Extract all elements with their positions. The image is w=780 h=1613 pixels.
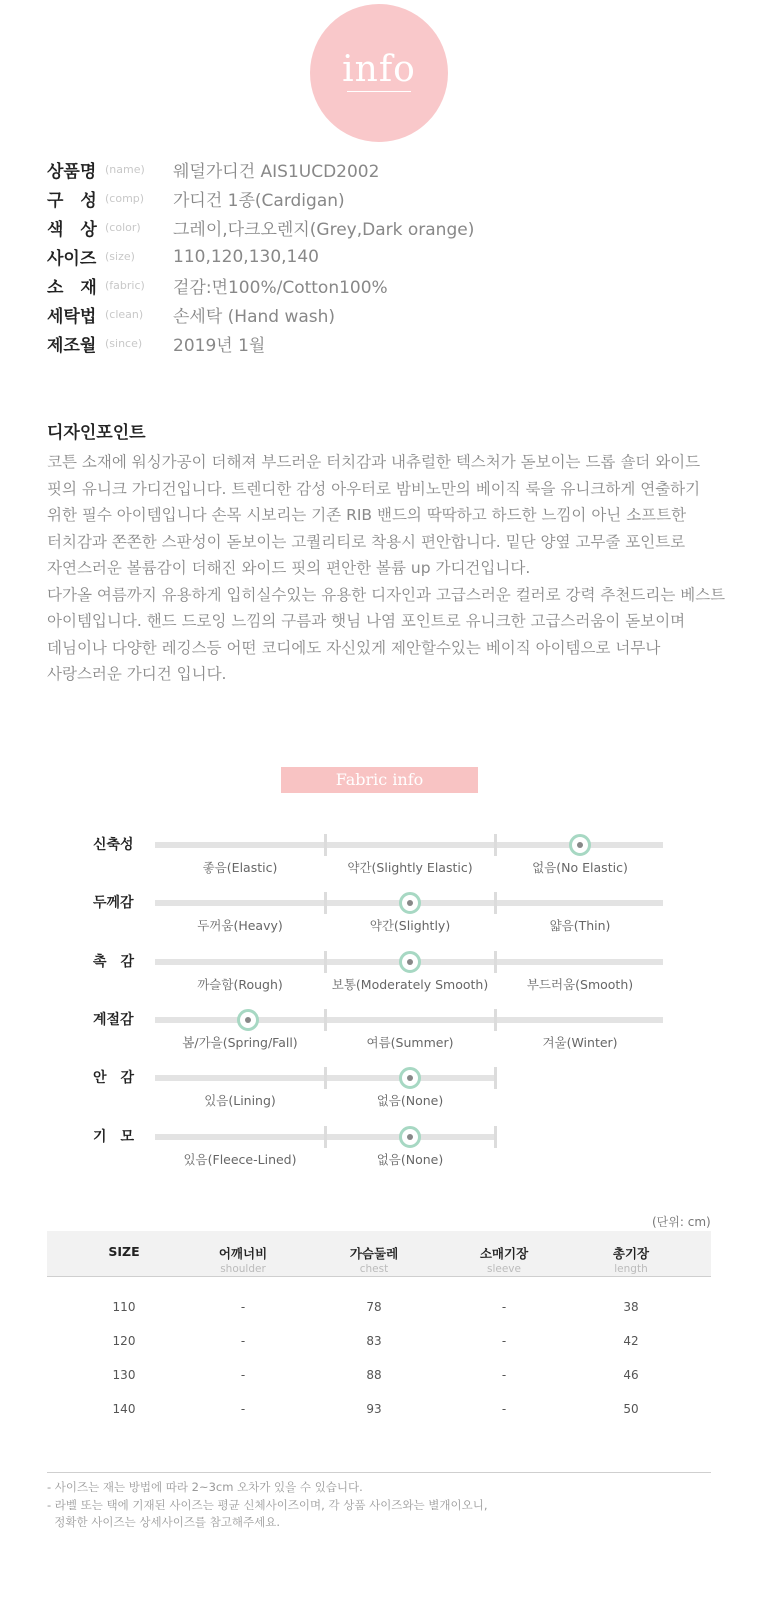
info-label: 색 상 bbox=[47, 220, 97, 240]
fabric-row-label: 안 감 bbox=[93, 1070, 135, 1087]
design-point-body bbox=[47, 449, 747, 688]
design-point-line: 터치감과 쫀쫀한 스판성이 돋보이는 고퀄리티로 착용시 편안합니다. 밑단 양옆 고무줄 포인트로 bbox=[47, 532, 686, 551]
scale-option-label: 부드러움(Smooth) bbox=[526, 976, 634, 992]
design-point-title: 디자인포인트 bbox=[47, 423, 146, 443]
table-cell: 78 bbox=[366, 1300, 382, 1314]
design-point-line: 아이템입니다. 핸드 드로잉 느낌의 구름과 햇님 나염 포인트로 유니크한 고급스러움이 돋보이며 bbox=[47, 612, 686, 630]
header-chest bbox=[314, 1231, 434, 1275]
fabric-row bbox=[0, 834, 780, 884]
scale-divider bbox=[324, 834, 327, 856]
scale-option-label: 얇음(Thin) bbox=[549, 918, 611, 934]
header-label: 총기장 bbox=[612, 1246, 650, 1261]
scale-divider bbox=[324, 1067, 327, 1089]
fabric-row bbox=[0, 1009, 780, 1059]
scale-divider bbox=[324, 951, 327, 973]
scale-divider bbox=[494, 951, 497, 973]
info-value: 그레이,다크오렌지(Grey,Dark orange) bbox=[173, 220, 475, 240]
info-value: 110,120,130,140 bbox=[173, 246, 320, 267]
scale-option-label: 까슬함(Rough) bbox=[197, 976, 283, 992]
note-line: - 라벨 또는 택에 기재된 사이즈는 평균 신체사이즈이며, 각 상품 사이즈와는 별개이오니, bbox=[47, 1497, 488, 1512]
table-cell: - bbox=[501, 1368, 507, 1382]
scale-divider bbox=[494, 1009, 497, 1031]
table-row bbox=[47, 1358, 711, 1392]
scale-divider bbox=[324, 1126, 327, 1148]
info-sub-label: (name) bbox=[105, 163, 145, 176]
fabric-row bbox=[0, 1126, 780, 1176]
table-cell: - bbox=[240, 1300, 246, 1314]
info-row-size bbox=[47, 242, 474, 271]
fabric-row-label: 신축성 bbox=[93, 837, 134, 853]
scale-option-label: 좋음(Elastic) bbox=[202, 860, 278, 875]
table-row bbox=[47, 1324, 711, 1358]
info-label: 소 재 bbox=[47, 278, 97, 298]
info-label: 구 성 bbox=[47, 191, 97, 211]
info-label: 세탁법 bbox=[47, 307, 97, 327]
selected-marker-icon bbox=[237, 1009, 259, 1031]
info-badge bbox=[310, 4, 448, 142]
scale-divider bbox=[494, 892, 497, 914]
info-value: 겉감:면100%/Cotton100% bbox=[173, 278, 388, 298]
design-point-line: 사랑스러운 가디건 입니다. bbox=[47, 665, 227, 683]
header-sub-label: chest bbox=[359, 1263, 389, 1275]
header-label: SIZE bbox=[108, 1244, 140, 1259]
scale-divider bbox=[494, 834, 497, 856]
table-cell: - bbox=[501, 1300, 507, 1314]
info-sub-label: (fabric) bbox=[105, 279, 145, 292]
table-cell: 88 bbox=[366, 1368, 382, 1382]
scale-option-label: 약간(Slightly) bbox=[369, 918, 451, 934]
notes-divider bbox=[47, 1472, 711, 1473]
info-label: 사이즈 bbox=[47, 249, 97, 269]
scale-track bbox=[155, 1017, 663, 1023]
selected-marker-icon bbox=[399, 1067, 421, 1089]
fabric-row-label: 촉 감 bbox=[93, 953, 135, 970]
scale-option-label: 있음(Fleece-Lined) bbox=[183, 1151, 297, 1167]
selected-marker-icon bbox=[569, 834, 591, 856]
scale-divider bbox=[324, 892, 327, 914]
table-row bbox=[47, 1392, 711, 1426]
header-sub-label: sleeve bbox=[487, 1263, 521, 1275]
info-sub-label: (since) bbox=[105, 337, 143, 350]
product-info bbox=[47, 155, 474, 358]
scale-option-label: 봄/가을(Spring/Fall) bbox=[182, 1034, 298, 1050]
fabric-row-label: 기 모 bbox=[93, 1128, 135, 1145]
selected-marker-icon bbox=[399, 892, 421, 914]
scale-option-label: 있음(Lining) bbox=[204, 1093, 276, 1109]
table-cell: - bbox=[240, 1334, 246, 1348]
design-point-line: 다가올 여름까지 유용하게 입히실수있는 유용한 디자인과 고급스러운 컬러로 강력 추천드리는 베스트 bbox=[47, 585, 726, 604]
info-row-fabric bbox=[47, 271, 474, 300]
design-point-line: 코튼 소재에 워싱가공이 더해져 부드러운 터치감과 내츄럴한 텍스처가 돋보이는 드롭 숄더 와이드 bbox=[47, 453, 701, 471]
scale-option-label: 없음(None) bbox=[376, 1093, 444, 1109]
info-row-since bbox=[47, 329, 474, 358]
info-value: 손세탁 (Hand wash) bbox=[173, 307, 336, 327]
table-cell: - bbox=[501, 1402, 507, 1416]
design-point-line: 위한 필수 아이템입니다 손목 시보리는 기존 RIB 밴드의 딱딱하고 하드한 느낌이 아닌 소프트한 bbox=[47, 506, 687, 524]
design-point-line: 데님이나 다양한 레깅스등 어떤 코디에도 자신있게 제안할수있는 베이직 아이템으로 너무나 bbox=[47, 638, 661, 657]
design-point-line: 핏의 유니크 가디건입니다. 트렌디한 감성 아우터로 밤비노만의 베이직 룩을 유니크하게 연출하기 bbox=[47, 479, 701, 498]
scale-divider bbox=[494, 1126, 497, 1148]
header-label: 가슴둘레 bbox=[349, 1246, 399, 1261]
table-cell: - bbox=[240, 1402, 246, 1416]
unit-label: (단위: cm) bbox=[652, 1215, 711, 1229]
scale-option-label: 약간(Slightly Elastic) bbox=[347, 860, 473, 875]
header-sub-label: length bbox=[614, 1263, 648, 1275]
size-table-header bbox=[47, 1231, 711, 1277]
badge-underline bbox=[347, 91, 411, 92]
scale-divider bbox=[494, 1067, 497, 1089]
header-length bbox=[571, 1231, 691, 1275]
table-cell: - bbox=[240, 1368, 246, 1382]
header-shoulder bbox=[183, 1231, 303, 1275]
size-notes bbox=[47, 1479, 487, 1532]
header-sleeve bbox=[444, 1231, 564, 1275]
table-cell: 38 bbox=[623, 1300, 639, 1314]
note-line: 정확한 사이즈는 상세사이즈를 참고해주세요. bbox=[47, 1515, 281, 1529]
info-sub-label: (comp) bbox=[105, 192, 145, 205]
fabric-row-label: 계절감 bbox=[93, 1011, 134, 1028]
table-row bbox=[47, 1290, 711, 1324]
fabric-info-title: Fabric info bbox=[281, 767, 478, 793]
info-value: 2019년 1월 bbox=[173, 336, 266, 356]
selected-marker-icon bbox=[399, 951, 421, 973]
header-label: 어깨너비 bbox=[218, 1246, 268, 1261]
note-line: - 사이즈는 재는 방법에 따라 2~3cm 오차가 있을 수 있습니다. bbox=[47, 1480, 363, 1494]
badge-title: info bbox=[342, 49, 416, 90]
header-size bbox=[64, 1231, 184, 1260]
info-sub-label: (size) bbox=[105, 250, 135, 263]
info-row-color bbox=[47, 213, 474, 242]
table-cell: 50 bbox=[623, 1402, 639, 1416]
scale-option-label: 없음(None) bbox=[376, 1151, 444, 1167]
size-table bbox=[47, 1231, 711, 1426]
fabric-row bbox=[0, 892, 780, 942]
table-cell: 110 bbox=[112, 1300, 136, 1314]
info-sub-label: (clean) bbox=[105, 308, 144, 321]
table-cell: - bbox=[501, 1334, 507, 1348]
info-value: 웨덜가디건 AIS1UCD2002 bbox=[173, 162, 380, 182]
design-point-line: 자연스러운 볼륨감이 더해진 와이드 핏의 편안한 볼륨 up 가디건입니다. bbox=[47, 559, 531, 577]
info-label: 제조월 bbox=[47, 336, 97, 356]
table-cell: 83 bbox=[366, 1334, 382, 1348]
info-row-name bbox=[47, 155, 474, 184]
scale-option-label: 두꺼움(Heavy) bbox=[197, 918, 283, 934]
info-value: 가디건 1종(Cardigan) bbox=[173, 191, 345, 211]
scale-option-label: 겨울(Winter) bbox=[542, 1034, 618, 1050]
info-label: 상품명 bbox=[47, 162, 97, 182]
info-row-comp bbox=[47, 184, 474, 213]
table-cell: 120 bbox=[112, 1334, 136, 1348]
header-sub-label: shoulder bbox=[220, 1263, 266, 1275]
fabric-row-label: 두께감 bbox=[93, 895, 134, 912]
header-label: 소매기장 bbox=[479, 1246, 529, 1261]
fabric-row bbox=[0, 951, 780, 1001]
info-row-clean bbox=[47, 300, 474, 329]
selected-marker-icon bbox=[399, 1126, 421, 1148]
info-sub-label: (color) bbox=[105, 221, 141, 234]
scale-option-label: 없음(No Elastic) bbox=[532, 860, 628, 875]
table-cell: 140 bbox=[112, 1402, 136, 1416]
table-cell: 46 bbox=[623, 1368, 639, 1382]
table-cell: 42 bbox=[623, 1334, 639, 1348]
scale-option-label: 보통(Moderately Smooth) bbox=[331, 976, 489, 992]
fabric-row bbox=[0, 1067, 780, 1117]
table-cell: 130 bbox=[112, 1368, 136, 1382]
table-cell: 93 bbox=[366, 1402, 382, 1416]
scale-option-label: 여름(Summer) bbox=[366, 1034, 454, 1050]
scale-divider bbox=[324, 1009, 327, 1031]
